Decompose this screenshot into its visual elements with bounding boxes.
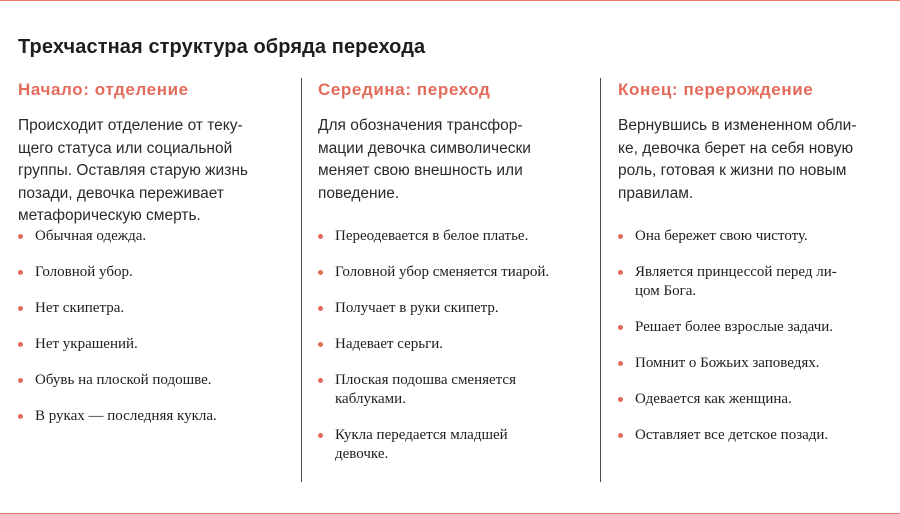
list-item <box>18 335 286 354</box>
bullet-dot-icon <box>318 234 323 239</box>
list-item-text: Оставляет все детское позади. <box>635 427 829 443</box>
list-item-text: Получает в руки скипетр. <box>335 300 499 316</box>
bullet-dot-icon <box>318 270 323 275</box>
list-item <box>318 426 586 464</box>
list-item <box>18 263 286 282</box>
bullet-dot-icon <box>18 378 23 383</box>
bullet-dot-icon <box>318 342 323 347</box>
list-item <box>618 227 882 246</box>
list-item <box>18 371 286 390</box>
list-item-text: Головной убор. <box>35 264 133 280</box>
bullet-list <box>618 227 882 445</box>
page-title: Трехчастная структура обряда перехода <box>18 36 426 58</box>
bullet-dot-icon <box>618 433 623 438</box>
list-item-text: Является принцессой перед ли- цом Бога. <box>635 264 837 299</box>
bullet-dot-icon <box>618 325 623 330</box>
bullet-dot-icon <box>618 234 623 239</box>
bullet-dot-icon <box>318 378 323 383</box>
list-item <box>18 299 286 318</box>
list-item-text: Решает более взрослые задачи. <box>635 319 834 335</box>
bullet-dot-icon <box>618 270 623 275</box>
list-item-text: Она бережет свою чистоту. <box>635 228 808 244</box>
bullet-dot-icon <box>318 433 323 438</box>
bullet-dot-icon <box>618 397 623 402</box>
list-item-text: Обувь на плоской подошве. <box>35 372 212 388</box>
list-item <box>618 426 882 445</box>
list-item-text: Одевается как женщина. <box>635 391 792 407</box>
list-item-text: Нет украшений. <box>35 336 138 352</box>
column-description: Вернувшись в измененном обли- ке, девочка берет на себя новую роль, готовая к жизни по новым правилам. <box>618 117 857 202</box>
bullet-dot-icon <box>618 361 623 366</box>
list-item-text: Надевает серьги. <box>335 336 444 352</box>
bullet-dot-icon <box>18 234 23 239</box>
list-item <box>618 390 882 409</box>
list-item <box>318 371 586 409</box>
column-beginning <box>18 78 286 480</box>
top-rule <box>0 0 900 1</box>
column-description: Происходит отделение от теку- щего статуса или социальной группы. Оставляя старую жизнь позади, девочка переживает метафорическую смерть. <box>18 117 248 224</box>
list-item-text: Обычная одежда. <box>35 228 147 244</box>
list-item <box>318 263 586 282</box>
column-end <box>618 78 882 480</box>
bullet-dot-icon <box>18 414 23 419</box>
column-heading: Середина: переход <box>318 80 491 99</box>
list-item <box>618 318 882 337</box>
list-item <box>318 227 586 246</box>
bullet-dot-icon <box>18 270 23 275</box>
list-item-text: В руках — последняя кукла. <box>35 408 217 424</box>
list-item-text: Нет скипетра. <box>35 300 125 316</box>
column-divider-1 <box>301 78 302 482</box>
column-middle <box>318 78 586 480</box>
bullet-list <box>318 227 586 464</box>
column-heading: Начало: отделение <box>18 80 189 99</box>
bullet-dot-icon <box>318 306 323 311</box>
list-item-text: Кукла передается младшей девочке. <box>335 427 508 462</box>
list-item-text: Плоская подошва сменяется каблуками. <box>335 372 516 407</box>
list-item <box>18 407 286 426</box>
list-item <box>318 299 586 318</box>
column-divider-2 <box>600 78 601 482</box>
column-description: Для обозначения трансфор- мации девочка символически меняет свою внешность или поведение. <box>318 117 531 202</box>
bullet-dot-icon <box>18 306 23 311</box>
list-item <box>618 354 882 373</box>
list-item <box>18 227 286 246</box>
list-item <box>318 335 586 354</box>
list-item-text: Переодевается в белое платье. <box>335 228 529 244</box>
bullet-list <box>18 227 286 426</box>
list-item-text: Помнит о Божьих заповедях. <box>635 355 820 371</box>
bullet-dot-icon <box>18 342 23 347</box>
list-item <box>618 263 882 301</box>
list-item-text: Головной убор сменяется тиарой. <box>335 264 550 280</box>
column-heading: Конец: перерождение <box>618 80 814 99</box>
